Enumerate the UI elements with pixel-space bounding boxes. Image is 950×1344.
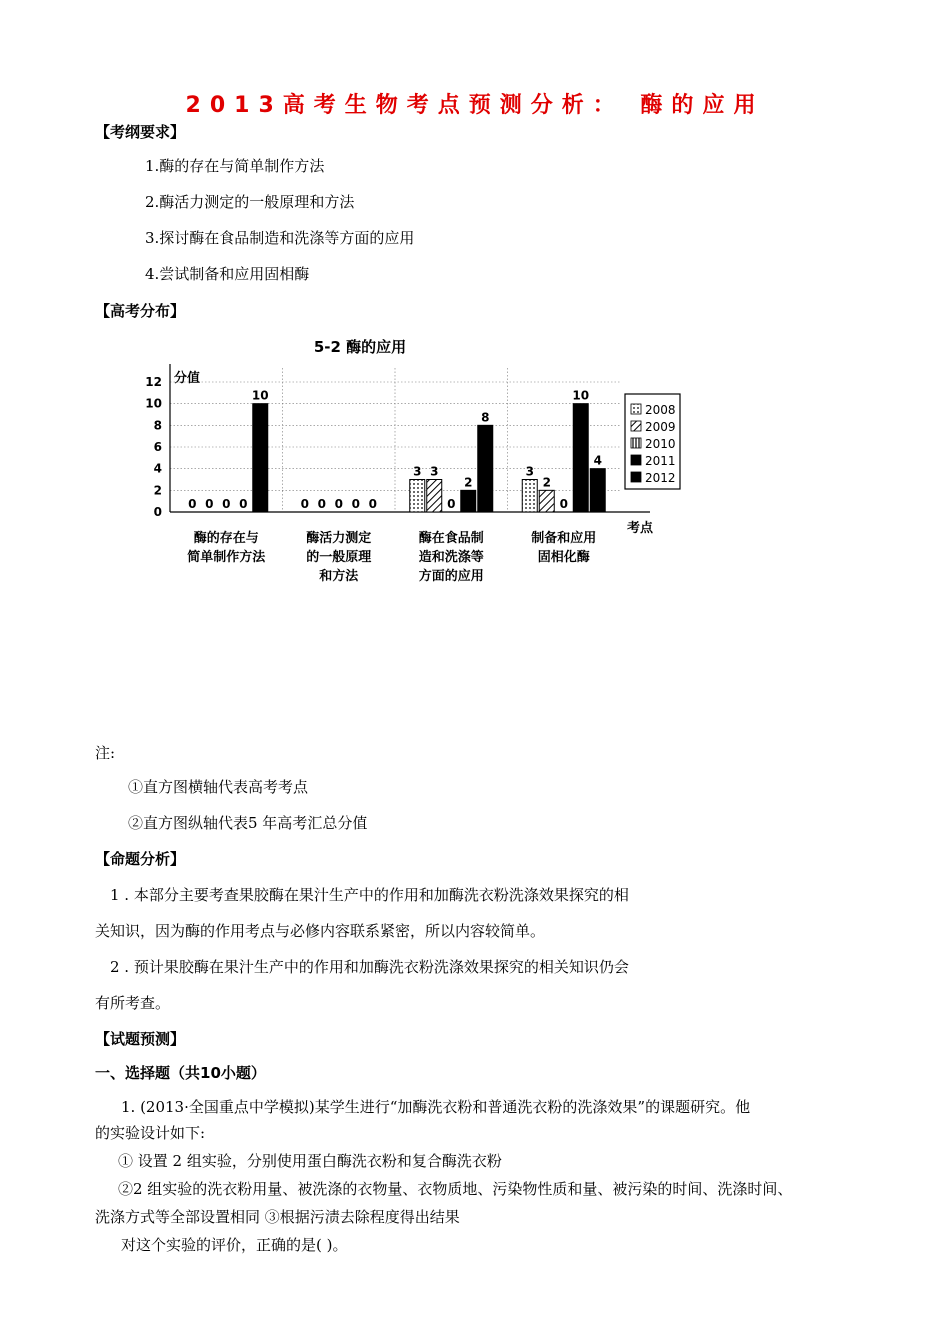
bar — [539, 490, 554, 512]
bar — [590, 469, 605, 512]
x-category-label: 固相化酶 — [537, 550, 590, 565]
bar-value-label: 0 — [559, 497, 568, 511]
notes-label: 注: — [95, 744, 116, 762]
question-line: 1. (2013·全国重点中学模拟)某学生进行“加酶洗衣粉和普通洗衣粉的洗涤效果”的课题研究。他 — [121, 1098, 751, 1116]
question-line: 的实验设计如下: — [95, 1124, 206, 1142]
bar — [478, 425, 493, 512]
bar — [253, 404, 268, 512]
choice-section-heading: 一、选择题（共10小题） — [95, 1064, 266, 1082]
bar-value-label: 3 — [413, 464, 422, 479]
analysis-line: 2 . 预计果胶酶在果汁生产中的作用和加酶洗衣粉洗涤效果探究的相关知识仍会 — [110, 958, 629, 976]
outline-item: 4.尝试制备和应用固相酶 — [145, 265, 310, 283]
question-line: ②2 组实验的洗衣粉用量、被洗涤的衣物量、衣物质地、污染物性质和量、被污染的时间、洗涤时间、 — [118, 1180, 793, 1198]
question-line: 洗涤方式等全部设置相同 ③根据污渍去除程度得出结果 — [95, 1208, 460, 1226]
distribution-heading: 【高考分布】 — [95, 302, 186, 320]
y-tick-label: 4 — [153, 461, 162, 476]
y-tick-label: 6 — [153, 440, 162, 454]
legend-swatch — [631, 472, 641, 482]
analysis-line: 1 . 本部分主要考查果胶酶在果汁生产中的作用和加酶洗衣粉洗涤效果探究的相 — [110, 886, 629, 904]
note-item: ②直方图纵轴代表5 年高考汇总分值 — [128, 814, 368, 832]
bar — [522, 480, 537, 513]
legend-label: 2010 — [645, 437, 676, 451]
bar-value-label: 0 — [447, 497, 456, 511]
bar — [427, 480, 442, 513]
bar-value-label: 0 — [317, 497, 326, 511]
y-tick-label: 2 — [153, 483, 162, 498]
page-title: 2013高考生物考点预测分析： 酶的应用 — [185, 93, 765, 118]
bar-value-label: 0 — [239, 497, 248, 511]
bar-value-label: 0 — [368, 497, 377, 511]
score-distribution-chart — [140, 330, 685, 595]
analysis-heading: 【命题分析】 — [95, 850, 186, 868]
legend-swatch — [631, 438, 641, 448]
question-line: 对这个实验的评价，正确的是( )。 — [121, 1236, 348, 1254]
outline-item: 2.酶活力测定的一般原理和方法 — [145, 193, 355, 211]
x-axis-label: 考点 — [626, 521, 654, 536]
legend-label: 2008 — [645, 403, 676, 417]
legend-label: 2011 — [645, 454, 676, 468]
prediction-heading: 【试题预测】 — [95, 1030, 186, 1048]
legend-swatch — [631, 421, 641, 431]
x-category-label: 和方法 — [319, 569, 359, 584]
y-tick-label: 0 — [153, 505, 162, 519]
bar-value-label: 0 — [351, 497, 360, 511]
bar-value-label: 0 — [205, 497, 214, 511]
bar — [573, 404, 588, 512]
legend-label: 2012 — [645, 471, 676, 485]
bar-value-label: 10 — [572, 388, 590, 403]
bar-value-label: 3 — [430, 464, 439, 479]
bar-value-label: 0 — [300, 497, 309, 511]
x-category-label: 制备和应用 — [531, 531, 597, 546]
bar — [410, 480, 425, 513]
bar-value-label: 2 — [542, 475, 551, 490]
x-category-label: 酶的存在与 — [193, 531, 259, 546]
analysis-line: 有所考查。 — [95, 994, 171, 1012]
bar-value-label: 8 — [481, 410, 490, 425]
bar-value-label: 2 — [464, 475, 473, 490]
x-category-label: 的一般原理 — [306, 550, 372, 565]
note-item: ①直方图横轴代表高考考点 — [128, 778, 309, 796]
bar-value-label: 3 — [525, 464, 534, 479]
outline-heading: 【考纲要求】 — [95, 123, 186, 141]
bar-value-label: 0 — [222, 497, 231, 511]
bar-value-label: 4 — [593, 453, 602, 468]
x-category-label: 酶在食品制 — [418, 531, 484, 546]
outline-item: 3.探讨酶在食品制造和洗涤等方面的应用 — [145, 229, 415, 247]
analysis-line: 关知识，因为酶的作用考点与必修内容联系紧密，所以内容较简单。 — [95, 922, 546, 940]
bar-value-label: 0 — [188, 497, 197, 511]
bar-value-label: 10 — [251, 388, 269, 403]
x-category-label: 酶活力测定 — [306, 531, 372, 546]
y-tick-label: 12 — [145, 375, 162, 389]
y-tick-label: 10 — [145, 396, 162, 411]
chart-title: 5-2 酶的应用 — [313, 338, 407, 356]
bar-value-label: 0 — [334, 497, 343, 511]
y-tick-label: 8 — [153, 418, 162, 433]
y-axis-label: 分值 — [174, 371, 201, 386]
legend-swatch — [631, 404, 641, 414]
x-category-label: 造和洗涤等 — [418, 550, 484, 565]
question-line: ① 设置 2 组实验，分别使用蛋白酶洗衣粉和复合酶洗衣粉 — [118, 1152, 502, 1170]
x-category-label: 简单制作方法 — [187, 550, 266, 565]
legend-swatch — [631, 455, 641, 465]
outline-item: 1.酶的存在与简单制作方法 — [145, 157, 325, 175]
bar — [461, 490, 476, 512]
legend-label: 2009 — [645, 420, 676, 434]
x-category-label: 方面的应用 — [418, 569, 484, 584]
